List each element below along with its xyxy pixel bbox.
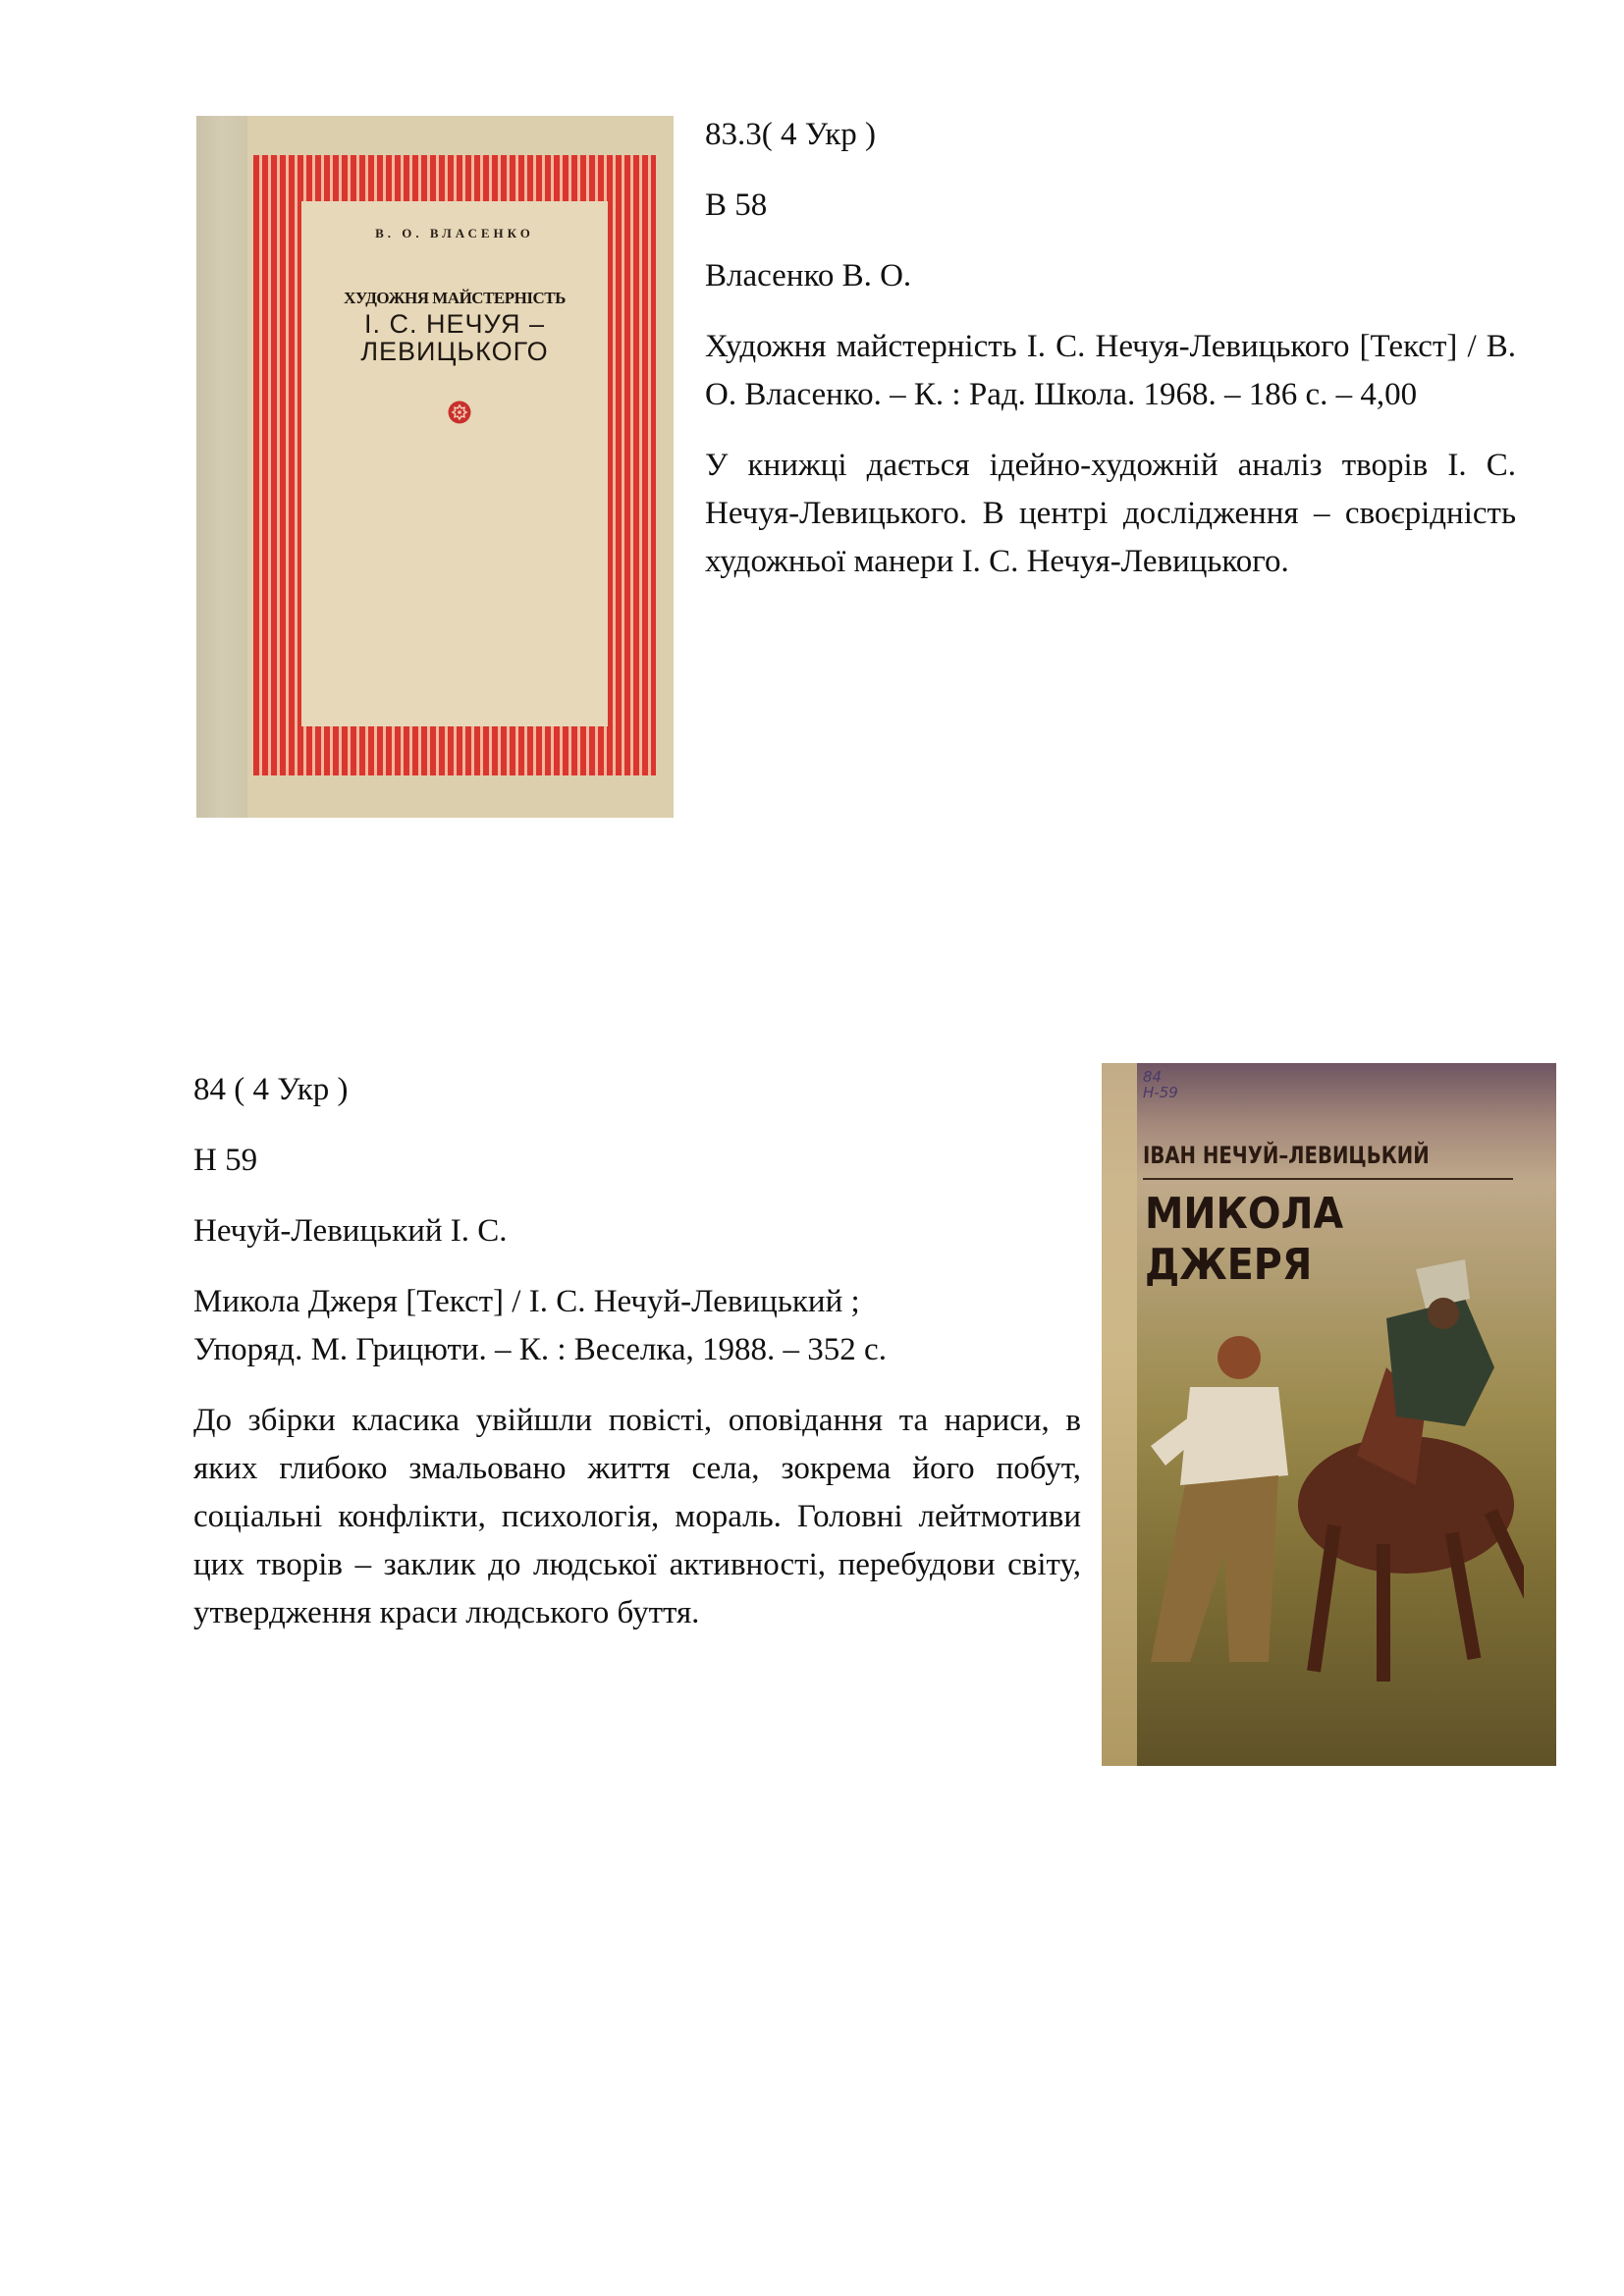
cover-title-lines xyxy=(301,310,608,365)
author-sign: Н 59 xyxy=(193,1143,258,1178)
book-cover-vlasenko xyxy=(196,116,674,818)
classification-code: 83.3( 4 Укр ) xyxy=(705,117,876,152)
annotation: У книжці дається ідейно-художній аналіз творів І. С. Нечуя-Левицького. В центрі дослідження – своєрідність художньої манери І. С. Нечуя-Левицького. xyxy=(705,448,1516,579)
cover-author: ІВАН НЕЧУЙ–ЛЕВИЦЬКИЙ xyxy=(1143,1142,1430,1169)
entry-1-text xyxy=(705,111,1516,586)
bibliographic-citation: Художня майстерність І. С. Нечуя-Левицького [Текст] / В. О. Власенко. – К. : Рад. Школа. 1968. – 186 с. – 4,00 xyxy=(705,329,1516,412)
book-cover-mykola-dzherya xyxy=(1102,1063,1556,1766)
author-name: Нечуй-Левицький І. С. xyxy=(193,1213,508,1249)
annotation: До збірки класика увійшли повісті, оповідання та нариси, в яких глибоко змальовано життя села, зокрема його побут, соціальні конфлікти, психологія, мораль. Головні лейтмотиви цих творів – заклик до людської активності, перебудови світу, утвердження краси людського буття. xyxy=(193,1403,1081,1630)
bibliographic-citation-line2: Упоряд. М. Грицюти. – К. : Веселка, 1988. – 352 с. xyxy=(193,1332,887,1367)
cover-title-line1: ХУДОЖНЯ МАЙСТЕРНІСТЬ xyxy=(344,289,566,307)
entry-2-text xyxy=(193,1066,1081,1637)
author-sign: В 58 xyxy=(705,187,768,223)
stamp-line1: 84 xyxy=(1143,1068,1163,1086)
rosette-ornament-icon xyxy=(448,400,471,424)
bibliographic-citation-line1: Микола Джеря [Текст] / І. С. Нечуй-Левицький ; xyxy=(193,1284,860,1319)
cover-spine xyxy=(196,116,247,818)
author-name: Власенко В. О. xyxy=(705,258,912,294)
cover-title-line2: ДЖЕРЯ xyxy=(1145,1240,1313,1290)
cover-title-line2: І. С. НЕЧУЯ – xyxy=(363,309,546,339)
cover-divider xyxy=(1143,1178,1513,1180)
cover-inner-panel xyxy=(301,201,608,726)
cover-title-line3: ЛЕВИЦЬКОГО xyxy=(360,337,549,366)
cover-author: В. О. ВЛАСЕНКО xyxy=(375,226,534,240)
stamp-line2: Н-59 xyxy=(1143,1084,1178,1101)
classification-code: 84 ( 4 Укр ) xyxy=(193,1072,349,1107)
peasant-man-illustration xyxy=(1131,1328,1308,1682)
cover-title-line1: МИКОЛА xyxy=(1145,1189,1344,1239)
library-stamp xyxy=(1143,1069,1178,1100)
